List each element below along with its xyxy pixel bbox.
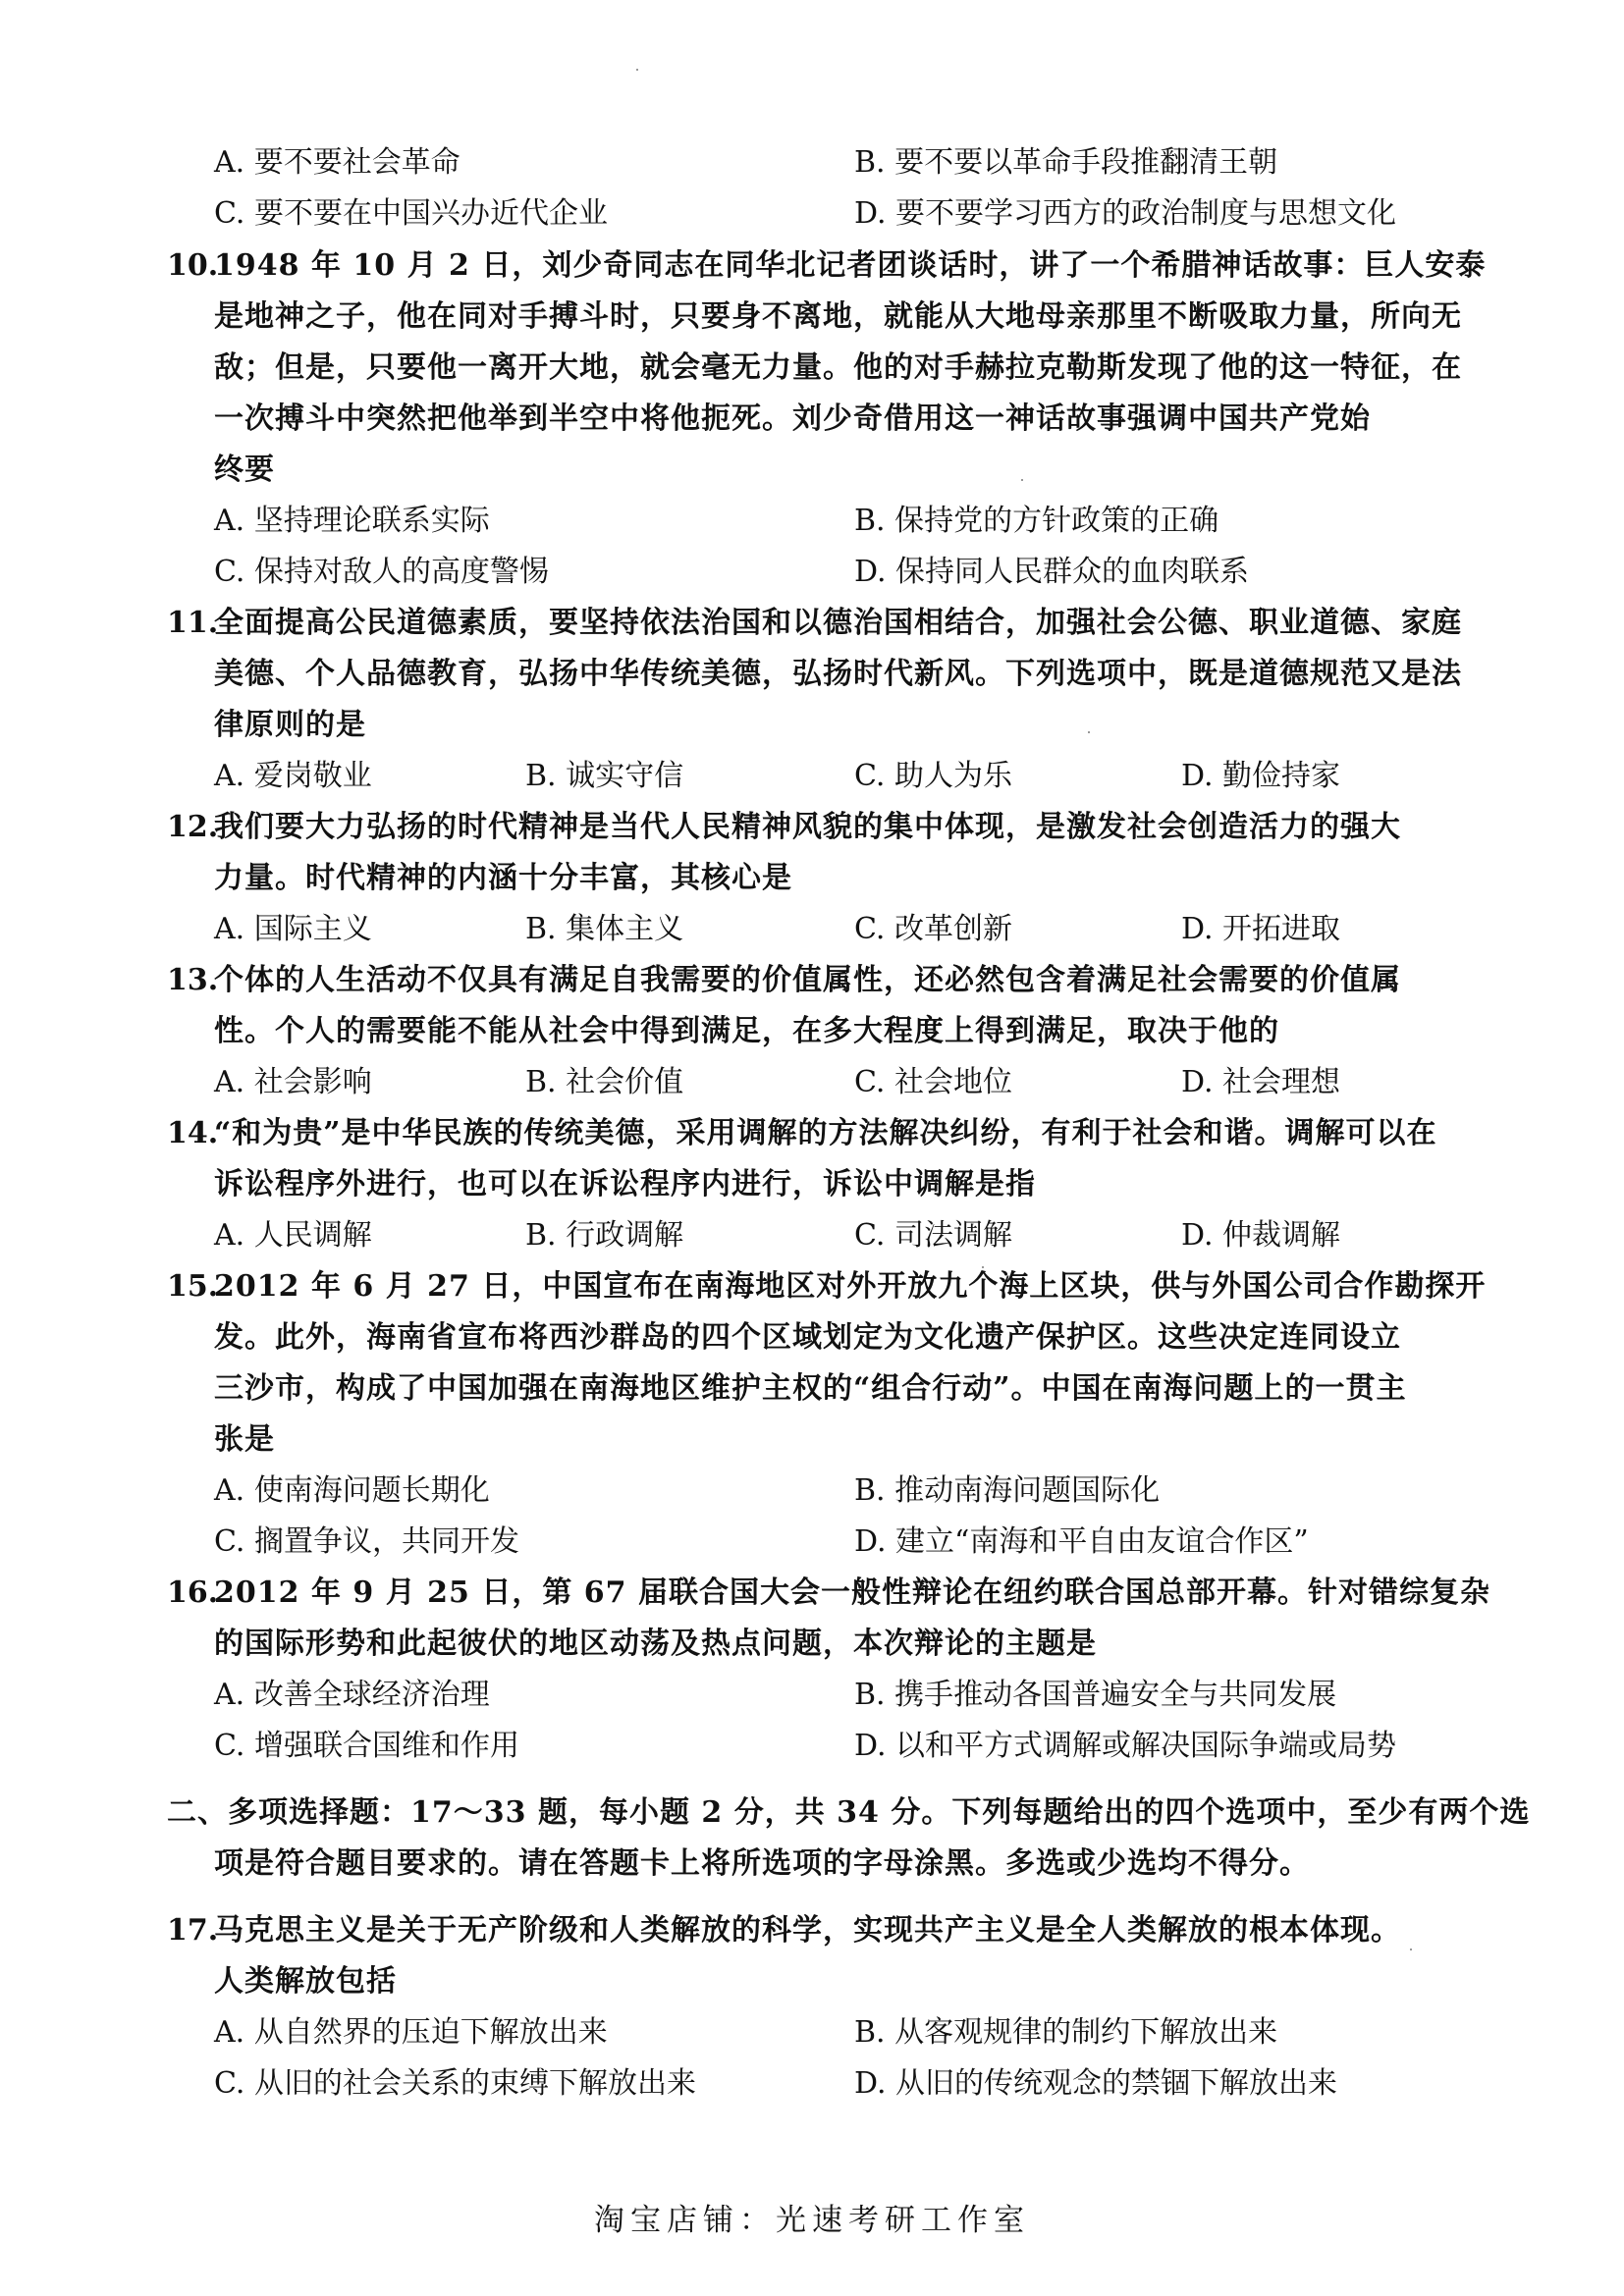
- q10-option-b: B. 保持党的方针政策的正确: [854, 504, 1219, 538]
- q13-option-c: C. 社会地位: [854, 1065, 1012, 1099]
- scan-speck: [1021, 479, 1023, 481]
- q12-option-a: A. 国际主义: [214, 912, 372, 946]
- q13-stem-line: 性。个人的需要能不能从社会中得到满足，在多大程度上得到满足，取决于他的: [214, 1014, 1279, 1048]
- q16-option-b: B. 携手推动各国普遍安全与共同发展: [854, 1678, 1337, 1712]
- scan-speck: [1088, 731, 1090, 733]
- q17-stem-line: 马克思主义是关于无产阶级和人类解放的科学，实现共产主义是全人类解放的根本体现。: [214, 1913, 1401, 1948]
- q11-stem-line: 全面提高公民道德素质，要坚持依法治国和以德治国相结合，加强社会公德、职业道德、家庭: [214, 606, 1462, 640]
- q14-stem-line: “和为贵”是中华民族的传统美德，采用调解的方法解决纠纷，有利于社会和谐。调解可以在: [214, 1116, 1437, 1150]
- q10-option-d: D. 保持同人民群众的血肉联系: [854, 555, 1250, 589]
- q10-stem-line: 终要: [214, 453, 275, 487]
- q16-option-c: C. 增强联合国维和作用: [214, 1729, 519, 1763]
- q14-option-b: B. 行政调解: [525, 1218, 684, 1253]
- q11-number: 11.: [167, 606, 219, 640]
- q17-option-a: A. 从自然界的压迫下解放出来: [214, 2015, 608, 2050]
- q10-stem-line: 1948 年 10 月 2 日，刘少奇同志在同华北记者团谈话时，讲了一个希腊神话故事：巨人安泰: [214, 248, 1487, 283]
- page-footer: 淘宝店铺：光速考研工作室: [594, 2203, 1030, 2238]
- q12-stem-line: 我们要大力弘扬的时代精神是当代人民精神风貌的集中体现，是激发社会创造活力的强大: [214, 810, 1401, 844]
- q15-option-a: A. 使南海问题长期化: [214, 1473, 490, 1508]
- q16-stem-line: 的国际形势和此起彼伏的地区动荡及热点问题，本次辩论的主题是: [214, 1627, 1097, 1661]
- q15-stem-line: 三沙市，构成了中国加强在南海地区维护主权的“组合行动”。中国在南海问题上的一贯主: [214, 1371, 1407, 1406]
- q12-option-d: D. 开拓进取: [1181, 912, 1341, 946]
- q9-option-a: A. 要不要社会革命: [214, 145, 460, 180]
- q15-option-b: B. 推动南海问题国际化: [854, 1473, 1161, 1508]
- q16-number: 16.: [167, 1575, 219, 1610]
- q13-option-b: B. 社会价值: [525, 1065, 684, 1099]
- q9-option-d: D. 要不要学习西方的政治制度与思想文化: [854, 196, 1397, 231]
- q11-option-c: C. 助人为乐: [854, 759, 1012, 793]
- q14-option-d: D. 仲裁调解: [1181, 1218, 1341, 1253]
- q15-option-d: D. 建立“南海和平自由友谊合作区”: [854, 1524, 1309, 1559]
- q15-number: 15.: [167, 1269, 219, 1304]
- q10-option-c: C. 保持对敌人的高度警惕: [214, 555, 549, 589]
- q16-stem-line: 2012 年 9 月 25 日，第 67 届联合国大会一般性辩论在纽约联合国总部开幕。针对错综复杂: [214, 1575, 1490, 1610]
- q10-stem-line: 敌；但是，只要他一离开大地，就会毫无力量。他的对手赫拉克勒斯发现了他的这一特征，在: [214, 350, 1462, 385]
- scan-speck: [1410, 1949, 1412, 1950]
- q12-option-c: C. 改革创新: [854, 912, 1012, 946]
- q10-number: 10.: [167, 248, 219, 283]
- section2-heading-line: 二、多项选择题：17～33 题，每小题 2 分，共 34 分。下列每题给出的四个选项中，至少有两个选: [167, 1795, 1531, 1830]
- q9-option-b: B. 要不要以革命手段推翻清王朝: [854, 145, 1278, 180]
- q17-option-d: D. 从旧的传统观念的禁锢下解放出来: [854, 2066, 1338, 2101]
- q10-stem-line: 一次搏斗中突然把他举到半空中将他扼死。刘少奇借用这一神话故事强调中国共产党始: [214, 401, 1371, 436]
- q11-option-b: B. 诚实守信: [525, 759, 684, 793]
- q13-stem-line: 个体的人生活动不仅具有满足自我需要的价值属性，还必然包含着满足社会需要的价值属: [214, 963, 1401, 997]
- q16-option-a: A. 改善全球经济治理: [214, 1678, 490, 1712]
- section2-heading-line: 项是符合题目要求的。请在答题卡上将所选项的字母涂黑。多选或少选均不得分。: [214, 1846, 1310, 1881]
- q15-stem-line: 2012 年 6 月 27 日，中国宣布在南海地区对外开放九个海上区块，供与外国公司合作勘探开: [214, 1269, 1487, 1304]
- scan-speck: [982, 1266, 984, 1268]
- q12-option-b: B. 集体主义: [525, 912, 684, 946]
- q15-option-c: C. 搁置争议，共同开发: [214, 1524, 519, 1559]
- q13-option-d: D. 社会理想: [1181, 1065, 1341, 1099]
- q13-number: 13.: [167, 963, 219, 997]
- q11-stem-line: 美德、个人品德教育，弘扬中华传统美德，弘扬时代新风。下列选项中，既是道德规范又是法: [214, 657, 1462, 691]
- q10-option-a: A. 坚持理论联系实际: [214, 504, 490, 538]
- q17-number: 17.: [167, 1913, 219, 1948]
- q11-option-d: D. 勤俭持家: [1181, 759, 1341, 793]
- q17-option-c: C. 从旧的社会关系的束缚下解放出来: [214, 2066, 696, 2101]
- q10-stem-line: 是地神之子，他在同对手搏斗时，只要身不离地，就能从大地母亲那里不断吸取力量，所向无: [214, 299, 1462, 334]
- q14-stem-line: 诉讼程序外进行，也可以在诉讼程序内进行，诉讼中调解是指: [214, 1167, 1036, 1201]
- q14-option-c: C. 司法调解: [854, 1218, 1012, 1253]
- q12-stem-line: 力量。时代精神的内涵十分丰富，其核心是: [214, 861, 792, 895]
- q16-option-d: D. 以和平方式调解或解决国际争端或局势: [854, 1729, 1397, 1763]
- q17-option-b: B. 从客观规律的制约下解放出来: [854, 2015, 1278, 2050]
- q14-number: 14.: [167, 1116, 219, 1150]
- q17-stem-line: 人类解放包括: [214, 1964, 397, 1999]
- q12-number: 12.: [167, 810, 219, 844]
- q9-option-c: C. 要不要在中国兴办近代企业: [214, 196, 608, 231]
- q15-stem-line: 张是: [214, 1422, 275, 1457]
- q11-stem-line: 律原则的是: [214, 708, 366, 742]
- q11-option-a: A. 爱岗敬业: [214, 759, 372, 793]
- q14-option-a: A. 人民调解: [214, 1218, 372, 1253]
- q15-stem-line: 发。此外，海南省宣布将西沙群岛的四个区域划定为文化遗产保护区。这些决定连同设立: [214, 1320, 1401, 1355]
- scan-speck: [636, 69, 638, 71]
- q13-option-a: A. 社会影响: [214, 1065, 372, 1099]
